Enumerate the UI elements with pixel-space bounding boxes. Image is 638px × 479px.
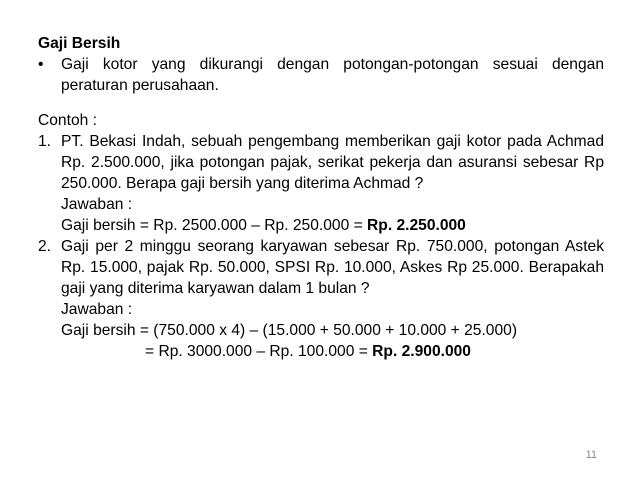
heading: Gaji Bersih <box>38 35 121 52</box>
answer-result: Rp. 2.900.000 <box>372 343 471 360</box>
answer-line-1: Gaji bersih = (750.000 x 4) – (15.000 + 50.000 + 10.000 + 25.000) <box>61 322 518 339</box>
answer-label: Jawaban : <box>61 301 133 318</box>
item-body <box>61 236 604 362</box>
item-question: PT. Bekasi Indah, sebuah pengembang memberikan gaji kotor pada Achmad Rp. 2.500.000, jika potongan pajak, serikat pekerja dan asuransi sebesar Rp 250.000. Berapa gaji bersih yang diterima Achmad ? <box>61 133 604 192</box>
page-number: 11 <box>585 449 597 461</box>
slide-content <box>38 33 604 362</box>
example-item-2 <box>38 236 604 362</box>
answer-line <box>61 215 604 236</box>
item-number: 2. <box>38 238 52 255</box>
answer-calculation: = Rp. 3000.000 – Rp. 100.000 = <box>145 343 373 360</box>
answer-result: Rp. 2.250.000 <box>367 217 466 234</box>
definition-text: Gaji kotor yang dikurangi dengan potongan-potongan sesuai dengan peraturan perusahaan. <box>61 56 604 94</box>
answer-label: Jawaban : <box>61 196 133 213</box>
item-number: 1. <box>38 133 52 150</box>
item-question: Gaji per 2 minggu seorang karyawan sebesar Rp. 750.000, potongan Astek Rp. 15.000, pajak Rp. 50.000, SPSI Rp. 10.000, Askes Rp 25.000. Berapakah gaji yang diterima karyawan dalam 1 bulan ? <box>61 238 604 297</box>
example-label: Contoh : <box>38 112 97 129</box>
example-item-1 <box>38 131 604 236</box>
bullet-marker: • <box>38 56 44 73</box>
item-body <box>61 131 604 236</box>
answer-line-2 <box>61 341 604 362</box>
answer-calculation: Gaji bersih = Rp. 2500.000 – Rp. 250.000 = <box>61 217 368 234</box>
definition-bullet <box>38 54 604 96</box>
